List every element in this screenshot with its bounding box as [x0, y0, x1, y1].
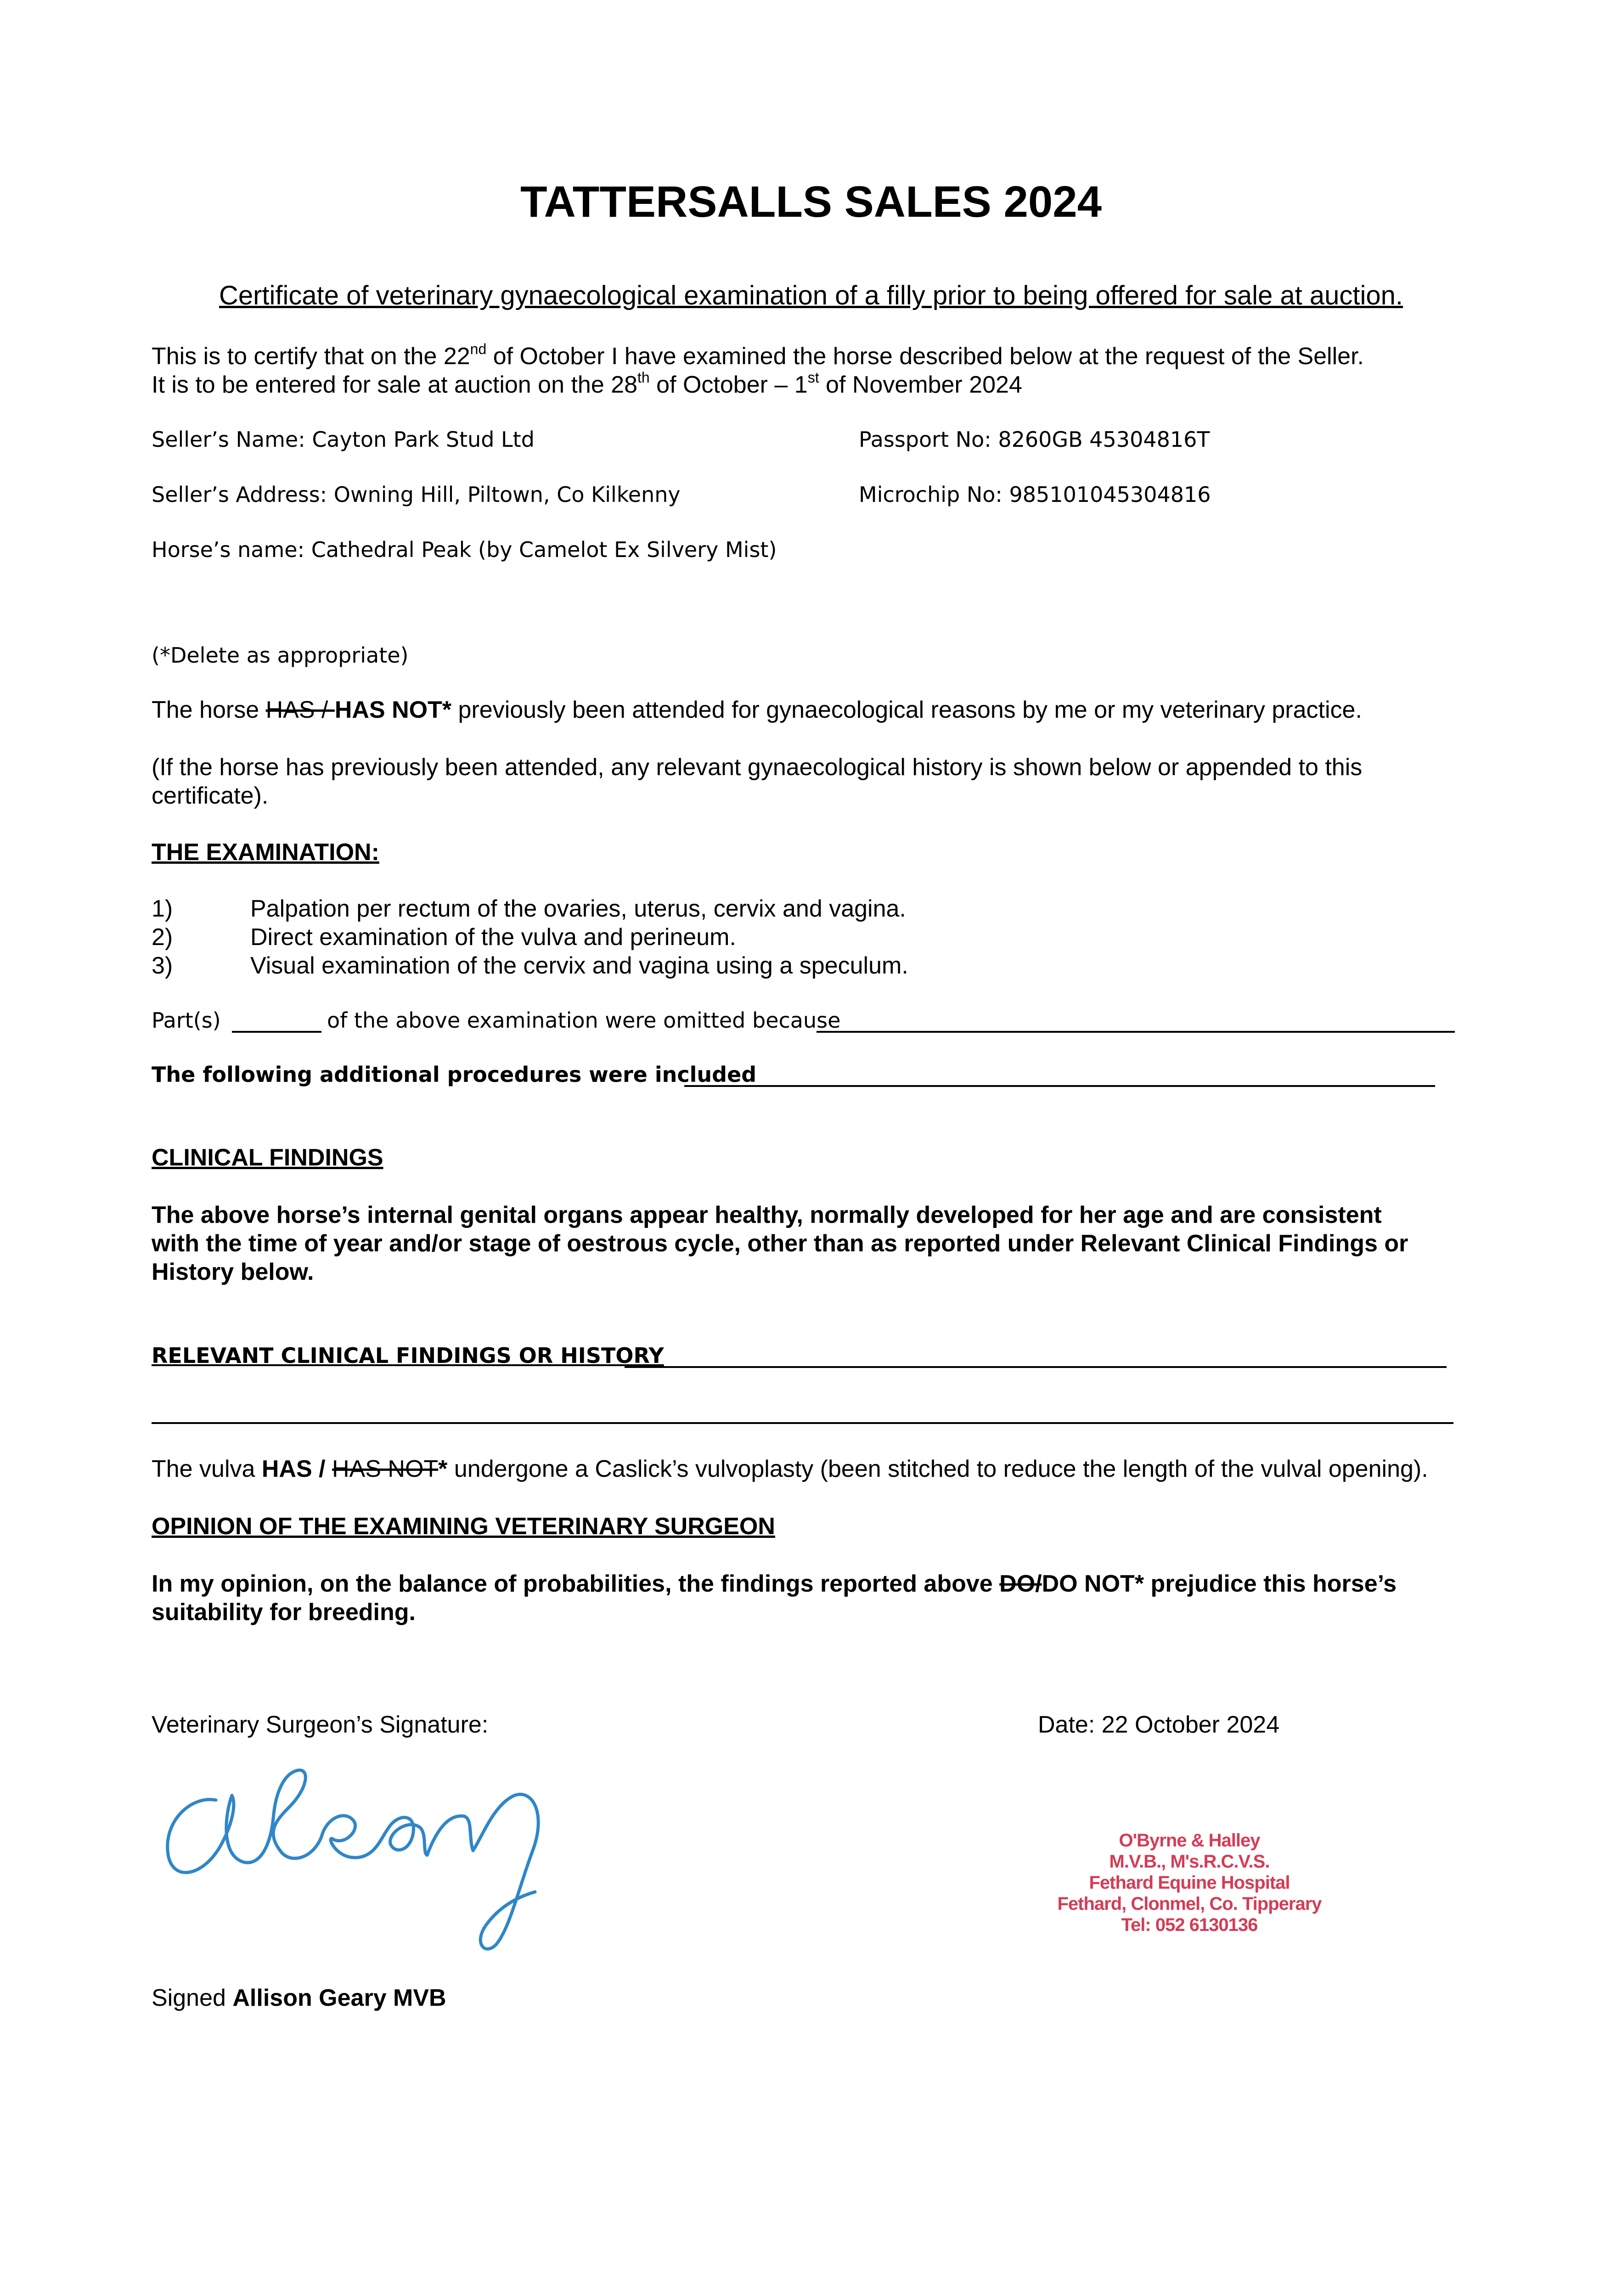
veterinary-signature — [152, 1745, 556, 1956]
signature-label: Veterinary Surgeon’s Signature: — [152, 1711, 489, 1738]
history-note: (If the horse has previously been attended, any relevant gynaecological history is shown below or appended to this certificate). — [152, 754, 1363, 809]
microchip-number: Microchip No: 985101045304816 — [859, 482, 1211, 507]
omitted-label-part: Part(s) — [152, 1008, 221, 1033]
exam-item-1-num: 1) — [152, 895, 173, 922]
additional-procedures-label: The following additional procedures were included — [152, 1062, 757, 1087]
relevant-findings-blank-1 — [625, 1366, 1447, 1368]
vulva-statement: The vulva HAS / HAS NOT* undergone a Caslick’s vulvoplasty (been stitched to reduce the length of the vulval opening). — [152, 1456, 1428, 1482]
horse-name: Horse’s name: Cathedral Peak (by Camelot Ex Silvery Mist) — [152, 537, 777, 562]
clinical-findings-text: The above horse’s internal genital organs appear healthy, normally developed for her age and are consistent with the time of year and/or stage of oestrous cycle, other than as reported under Relevant Clinical Findings or History below. — [152, 1202, 1408, 1285]
clinical-findings-heading: CLINICAL FINDINGS — [152, 1144, 383, 1171]
passport-number: Passport No: 8260GB 45304816T — [859, 427, 1210, 452]
exam-item-3-num: 3) — [152, 952, 173, 979]
omitted-label-because: of the above examination were omitted because — [327, 1008, 841, 1033]
document-subtitle: Certificate of veterinary gynaecological examination of a filly prior to being offered for sale at auction. — [219, 281, 1403, 310]
attended-statement: The horse HAS / HAS NOT* previously been attended for gynaecological reasons by me or my veterinary practice. — [152, 697, 1362, 723]
signature-date: Date: 22 October 2024 — [1038, 1711, 1280, 1738]
relevant-findings-blank-2 — [152, 1422, 1453, 1424]
exam-item-3-text: Visual examination of the cervix and vagina using a speculum. — [250, 952, 908, 979]
practice-stamp: O'Byrne & Halley M.V.B., M's.R.C.V.S. Fethard Equine Hospital Fethard, Clonmel, Co. Tipperary Tel: 052 6130136 — [1057, 1830, 1322, 1935]
delete-note: (*Delete as appropriate) — [152, 643, 409, 668]
document-title: TATTERSALLS SALES 2024 — [520, 177, 1102, 226]
seller-name: Seller’s Name: Cayton Park Stud Ltd — [152, 427, 535, 452]
opinion-heading: OPINION OF THE EXAMINING VETERINARY SURGEON — [152, 1513, 775, 1540]
exam-item-2-text: Direct examination of the vulva and perineum. — [250, 924, 736, 951]
relevant-findings-label: RELEVANT CLINICAL FINDINGS OR HISTORY — [152, 1343, 664, 1368]
omitted-parts-blank — [232, 1031, 321, 1033]
omitted-reason-blank — [817, 1031, 1455, 1033]
additional-procedures-blank — [684, 1085, 1435, 1087]
intro-line-2: It is to be entered for sale at auction on the 28th of October – 1st of November 2024 — [152, 369, 1022, 398]
examination-heading: THE EXAMINATION: — [152, 839, 379, 866]
seller-address: Seller’s Address: Owning Hill, Piltown, Co Kilkenny — [152, 482, 681, 507]
signed-by: Signed Allison Geary MVB — [152, 1985, 446, 2011]
exam-item-1-text: Palpation per rectum of the ovaries, uterus, cervix and vagina. — [250, 895, 906, 922]
intro-line-1: This is to certify that on the 22nd of October I have examined the horse described below at the request of the Seller. — [152, 341, 1364, 370]
exam-item-2-num: 2) — [152, 924, 173, 951]
opinion-text: In my opinion, on the balance of probabilities, the findings reported above DO/DO NOT* prejudice this horse’s suitability for breeding. — [152, 1570, 1397, 1626]
